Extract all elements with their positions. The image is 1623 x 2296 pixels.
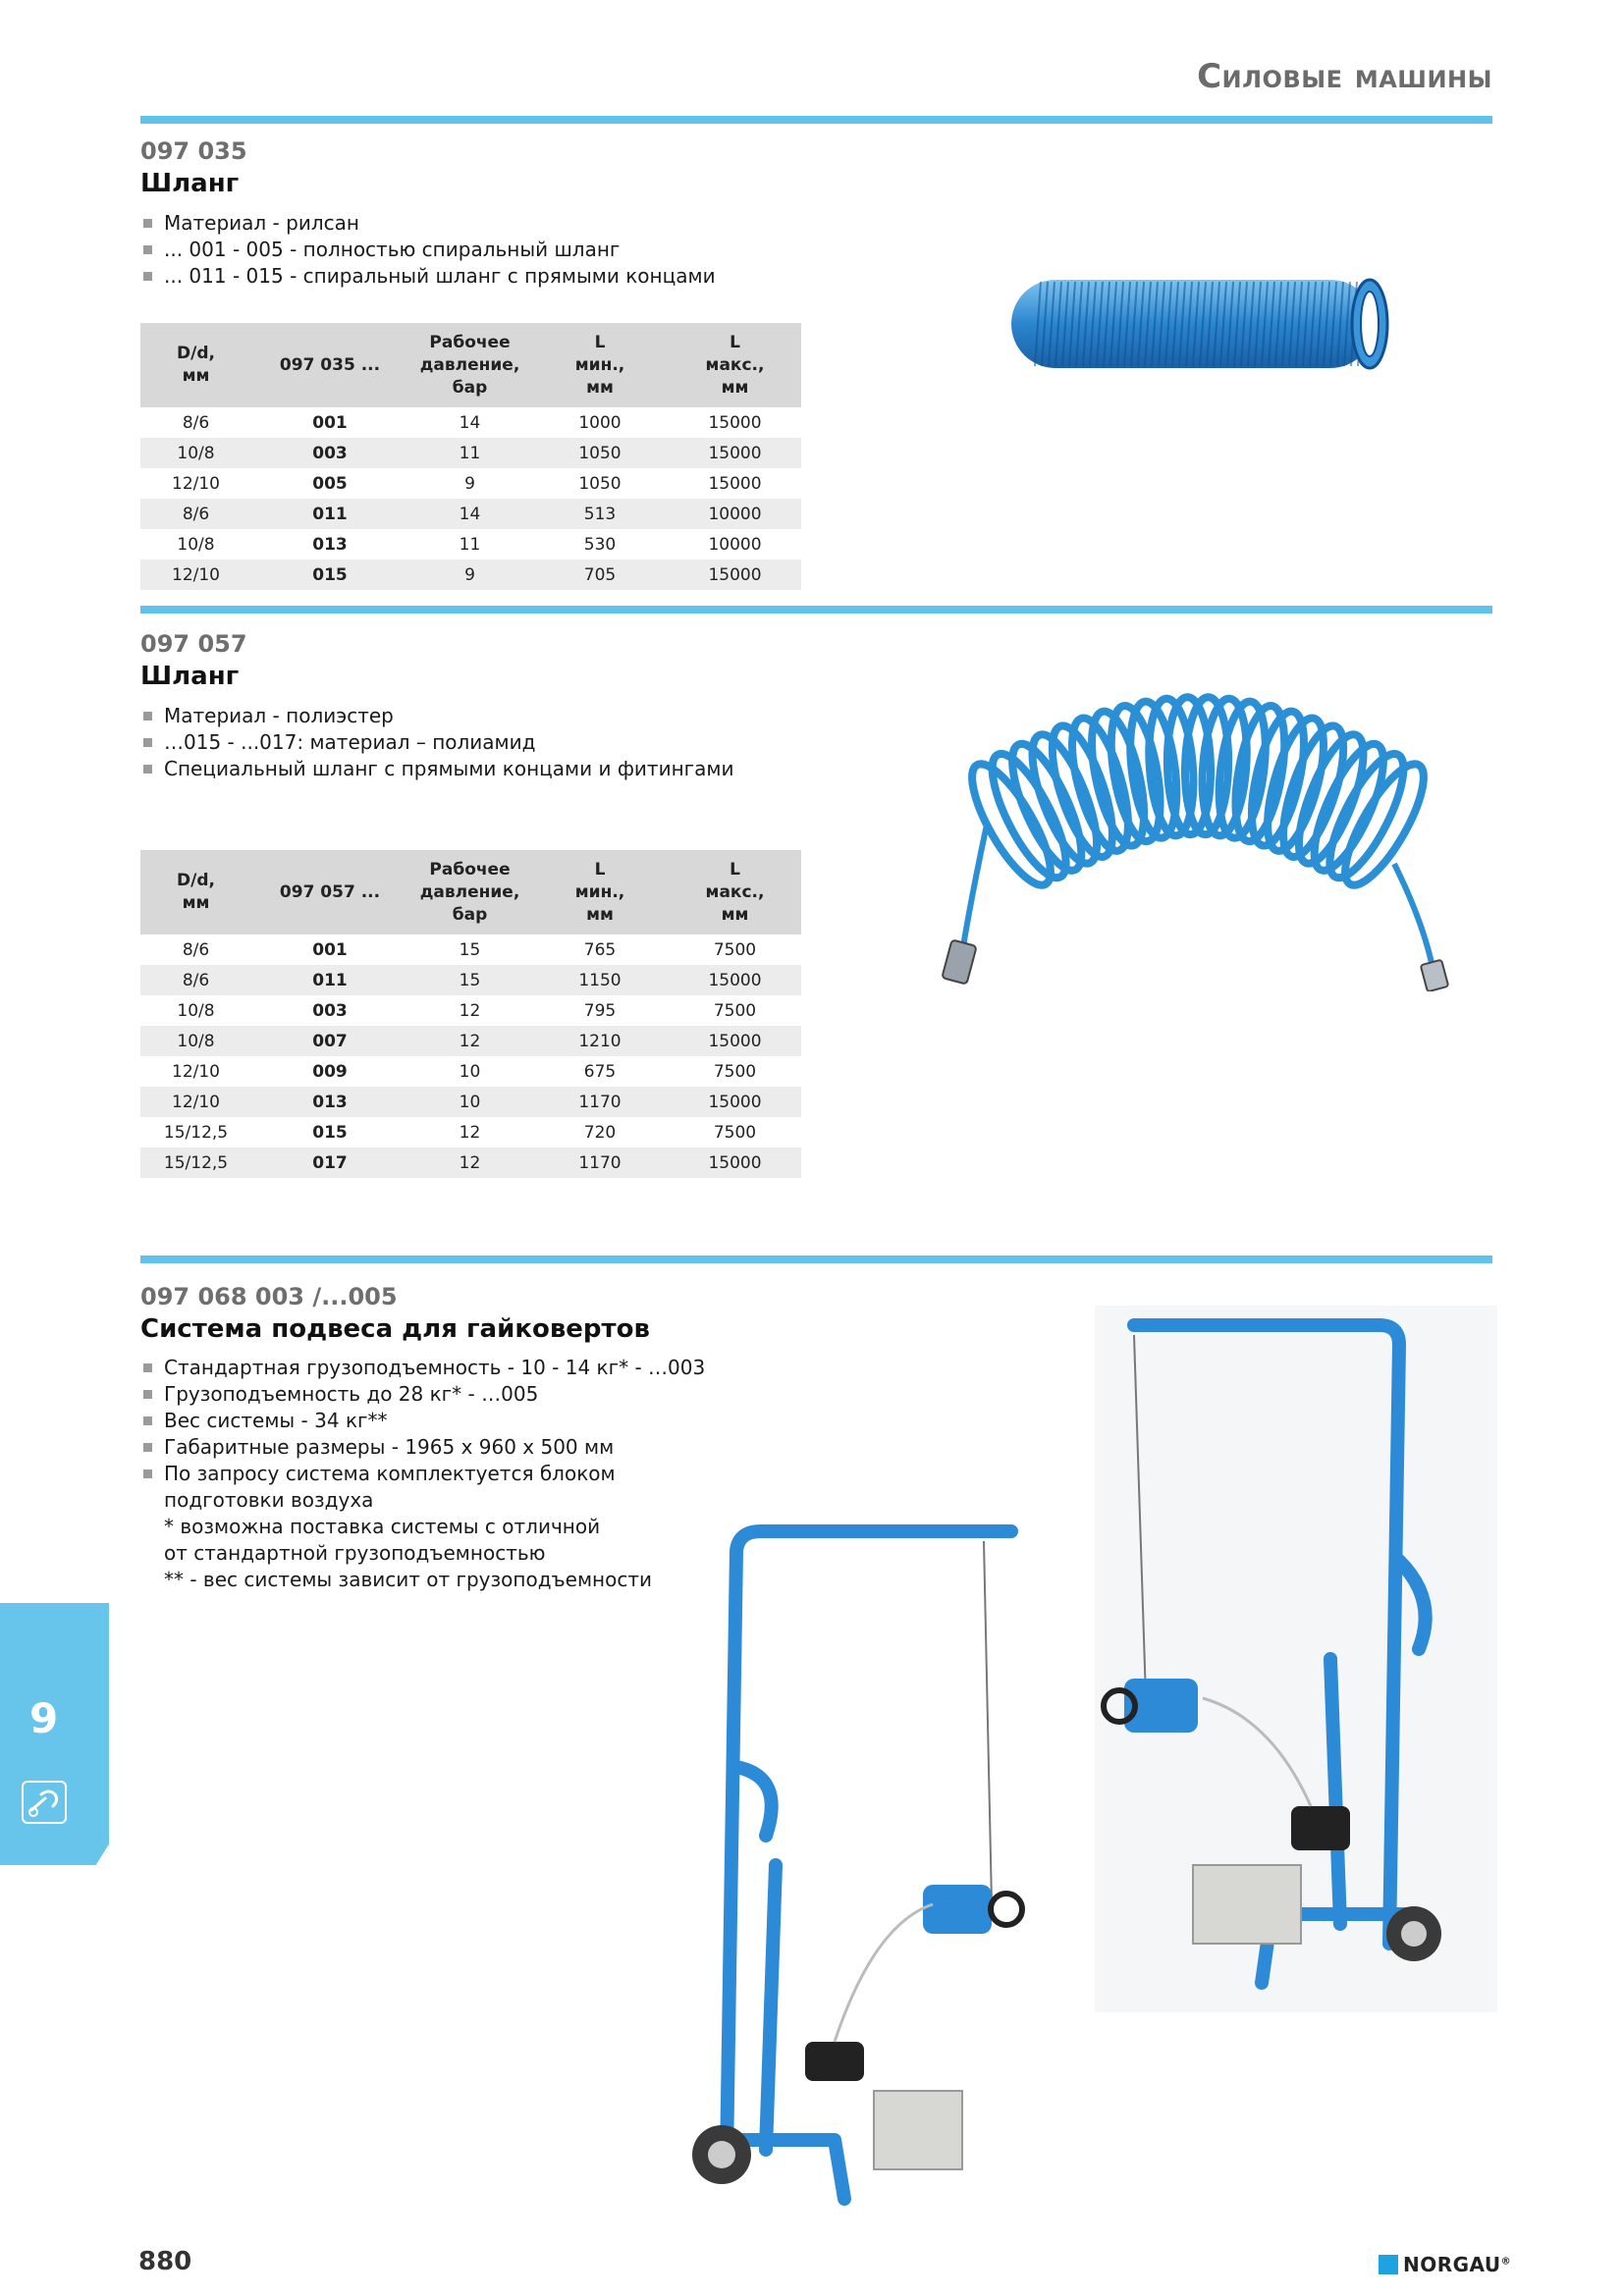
feature-item: Грузоподъемность до 28 кг* - …005 — [140, 1381, 705, 1408]
table-row — [140, 1056, 801, 1087]
table-cell: 12/10 — [140, 560, 251, 590]
table-cell: 765 — [583, 939, 617, 960]
wrench-suspension-cart-image — [1095, 1306, 1497, 2012]
note-line: подготовки воздуха — [164, 1488, 374, 1512]
column-header-line: мин., — [574, 354, 625, 375]
column-header-line: мм — [182, 893, 210, 913]
table-cell: 14 — [459, 412, 481, 433]
table-cell: 015 — [312, 1122, 348, 1143]
table-cell: 1000 — [578, 412, 622, 433]
column-header — [140, 323, 251, 407]
feature-item: Специальный шланг с прямыми концами и фитингами — [140, 756, 734, 782]
table-cell: 8/6 — [140, 965, 251, 995]
wrench-tool-icon — [22, 1781, 67, 1824]
feature-item: По запросу система комплектуется блоком — [140, 1461, 705, 1487]
column-header-line: мин., — [574, 881, 625, 902]
spec-table — [140, 323, 801, 590]
bullet-square-icon — [143, 738, 152, 747]
column-header-line: L — [730, 332, 740, 352]
table-cell: 795 — [583, 1000, 617, 1021]
column-header — [408, 323, 531, 407]
column-header-line: Рабочее — [429, 332, 511, 352]
table-cell: 15/12,5 — [140, 1148, 251, 1178]
feature-item: Вес системы - 34 кг** — [140, 1408, 705, 1434]
brand-name: NORGAU — [1403, 2253, 1501, 2276]
column-header-line: мм — [586, 904, 614, 925]
column-header-line: бар — [452, 377, 488, 398]
column-header-line: D/d, — [177, 344, 215, 363]
table-cell: 15000 — [669, 965, 801, 995]
table-cell: 15000 — [669, 1087, 801, 1117]
column-header-line: 097 035 ... — [279, 354, 381, 375]
feature-item: Материал - рилсан — [140, 210, 716, 237]
table-header-row — [140, 850, 801, 934]
bullet-square-icon — [143, 1416, 152, 1425]
table-cell: 001 — [312, 412, 348, 433]
product-code: 097 035 — [140, 137, 247, 165]
column-header-line: L — [730, 859, 740, 880]
top-divider — [140, 116, 1492, 124]
column-header — [251, 323, 408, 407]
column-header-line: D/d, — [177, 871, 215, 890]
table-cell: 11 — [459, 534, 481, 555]
table-cell: 513 — [531, 499, 669, 529]
section-divider — [140, 1255, 1492, 1263]
table-row — [140, 499, 801, 529]
table-cell: 9 — [464, 473, 475, 494]
table-cell: 015 — [251, 560, 408, 590]
table-cell: 10 — [459, 1061, 481, 1082]
table-cell: 15/12,5 — [163, 1122, 229, 1143]
column-header-line: мм — [721, 377, 749, 398]
table-cell: 15 — [408, 965, 531, 995]
table-cell: 7500 — [713, 1000, 757, 1021]
table-cell: 15000 — [669, 438, 801, 468]
bullet-square-icon — [143, 1469, 152, 1478]
table-row — [140, 995, 801, 1026]
column-header — [669, 323, 801, 407]
table-cell: 7500 — [713, 1122, 757, 1143]
table-cell: 11 — [408, 438, 531, 468]
note-line: * возможна поставка системы с отличной — [164, 1515, 601, 1538]
feature-item: ... 011 - 015 - спиральный шланг с прямыми концами — [140, 263, 716, 290]
table-cell: 12 — [459, 1122, 481, 1143]
table-cell: 12 — [408, 1026, 531, 1056]
table-cell: 10/8 — [177, 1000, 215, 1021]
table-cell: 1050 — [531, 438, 669, 468]
table-cell: 8/6 — [140, 499, 251, 529]
bullet-square-icon — [143, 1443, 152, 1452]
column-header-line: 097 057 ... — [279, 881, 381, 902]
table-row — [140, 934, 801, 965]
table-cell: 7500 — [713, 939, 757, 960]
column-header-line: L — [594, 859, 606, 880]
table-row — [140, 1026, 801, 1056]
section-title: Силовые машины — [1197, 57, 1492, 96]
chapter-number: 9 — [29, 1694, 59, 1742]
bullet-square-icon — [143, 219, 152, 228]
table-cell: 12/10 — [172, 1061, 220, 1082]
table-cell: 10/8 — [140, 438, 251, 468]
table-cell: 720 — [583, 1122, 617, 1143]
table-row — [140, 438, 801, 468]
table-cell: 005 — [312, 473, 348, 494]
table-cell: 1170 — [531, 1087, 669, 1117]
column-header-line: давление, — [419, 881, 520, 902]
table-cell: 530 — [583, 534, 617, 555]
table-cell: 009 — [312, 1061, 348, 1082]
column-header-line: бар — [452, 904, 488, 925]
table-cell: 8/6 — [182, 412, 210, 433]
table-cell: 10000 — [669, 499, 801, 529]
page-number: 880 — [138, 2247, 192, 2276]
column-header-line: мм — [586, 377, 614, 398]
table-row — [140, 1117, 801, 1148]
coiled-hose-with-fittings-image — [933, 677, 1483, 991]
column-header — [531, 850, 669, 934]
wrench-suspension-cart-image — [677, 1512, 1070, 2218]
column-header-line: мм — [721, 904, 749, 925]
table-cell: 1050 — [578, 473, 622, 494]
table-cell: 675 — [583, 1061, 617, 1082]
brand-logo-mark — [1379, 2255, 1398, 2274]
bullet-square-icon — [143, 272, 152, 281]
feature-item: Материал - полиэстер — [140, 703, 734, 729]
product-code: 097 057 — [140, 630, 247, 658]
product-title: Шланг — [140, 662, 240, 691]
section-divider — [140, 606, 1492, 614]
coiled-hose-image — [1001, 260, 1394, 388]
table-cell: 12/10 — [140, 1087, 251, 1117]
table-cell: 1210 — [531, 1026, 669, 1056]
table-header-row — [140, 323, 801, 407]
note-line: ** - вес системы зависит от грузоподъемности — [164, 1568, 653, 1591]
table-row — [140, 407, 801, 438]
table-cell: 8/6 — [182, 939, 210, 960]
table-cell: 12/10 — [172, 473, 220, 494]
feature-list — [140, 1355, 705, 1487]
table-cell: 007 — [251, 1026, 408, 1056]
table-cell: 001 — [312, 939, 348, 960]
table-cell: 15000 — [708, 473, 762, 494]
column-header — [531, 323, 669, 407]
table-cell: 013 — [312, 534, 348, 555]
product-title: Система подвеса для гайковертов — [140, 1314, 650, 1344]
table-cell: 7500 — [713, 1061, 757, 1082]
table-cell: 9 — [408, 560, 531, 590]
feature-item: Габаритные размеры - 1965 х 960 х 500 мм — [140, 1434, 705, 1461]
column-header-line: Рабочее — [429, 859, 511, 880]
table-cell: 15000 — [669, 1026, 801, 1056]
column-header — [251, 850, 408, 934]
spec-table — [140, 850, 801, 1178]
table-cell: 15000 — [669, 1148, 801, 1178]
table-cell: 15 — [459, 939, 481, 960]
feature-list — [140, 210, 716, 290]
table-cell: 013 — [251, 1087, 408, 1117]
product-code: 097 068 003 /...005 — [140, 1283, 398, 1310]
brand-logo — [1403, 2253, 1511, 2276]
bullet-square-icon — [143, 1363, 152, 1372]
table-cell: 011 — [251, 499, 408, 529]
feature-item: ... 001 - 005 - полностью спиральный шланг — [140, 237, 716, 263]
column-header — [408, 850, 531, 934]
table-row — [140, 1087, 801, 1117]
table-cell: 003 — [312, 1000, 348, 1021]
bullet-square-icon — [143, 1390, 152, 1399]
table-cell: 10/8 — [140, 1026, 251, 1056]
table-cell: 1150 — [531, 965, 669, 995]
column-header-line: давление, — [419, 354, 520, 375]
table-cell: 017 — [251, 1148, 408, 1178]
feature-item: Стандартная грузоподъемность - 10 - 14 кг* - …003 — [140, 1355, 705, 1381]
table-cell: 15000 — [669, 560, 801, 590]
table-cell: 10 — [408, 1087, 531, 1117]
table-cell: 003 — [251, 438, 408, 468]
bullet-square-icon — [143, 765, 152, 774]
table-cell: 1170 — [531, 1148, 669, 1178]
feature-item: …015 - ...017: материал – полиамид — [140, 729, 734, 756]
table-cell: 011 — [251, 965, 408, 995]
bullet-square-icon — [143, 712, 152, 721]
feature-list — [140, 703, 734, 782]
table-cell: 10000 — [708, 534, 762, 555]
table-cell: 12 — [459, 1000, 481, 1021]
column-header-line: мм — [182, 366, 210, 386]
table-row — [140, 529, 801, 560]
bullet-square-icon — [143, 245, 152, 254]
table-row — [140, 1148, 801, 1178]
column-header-line: макс., — [705, 881, 765, 902]
table-cell: 14 — [408, 499, 531, 529]
brand-registered-mark: ® — [1500, 2256, 1512, 2268]
column-header-line: макс., — [705, 354, 765, 375]
table-row — [140, 560, 801, 590]
feature-notes — [164, 1487, 652, 1593]
table-cell: 15000 — [708, 412, 762, 433]
table-row — [140, 965, 801, 995]
column-header — [669, 850, 801, 934]
table-row — [140, 468, 801, 499]
column-header-line: L — [594, 332, 606, 352]
table-cell: 12 — [408, 1148, 531, 1178]
note-line: от стандартной грузоподъемностью — [164, 1541, 546, 1565]
product-title: Шланг — [140, 169, 240, 198]
table-cell: 10/8 — [177, 534, 215, 555]
table-cell: 705 — [531, 560, 669, 590]
column-header — [140, 850, 251, 934]
